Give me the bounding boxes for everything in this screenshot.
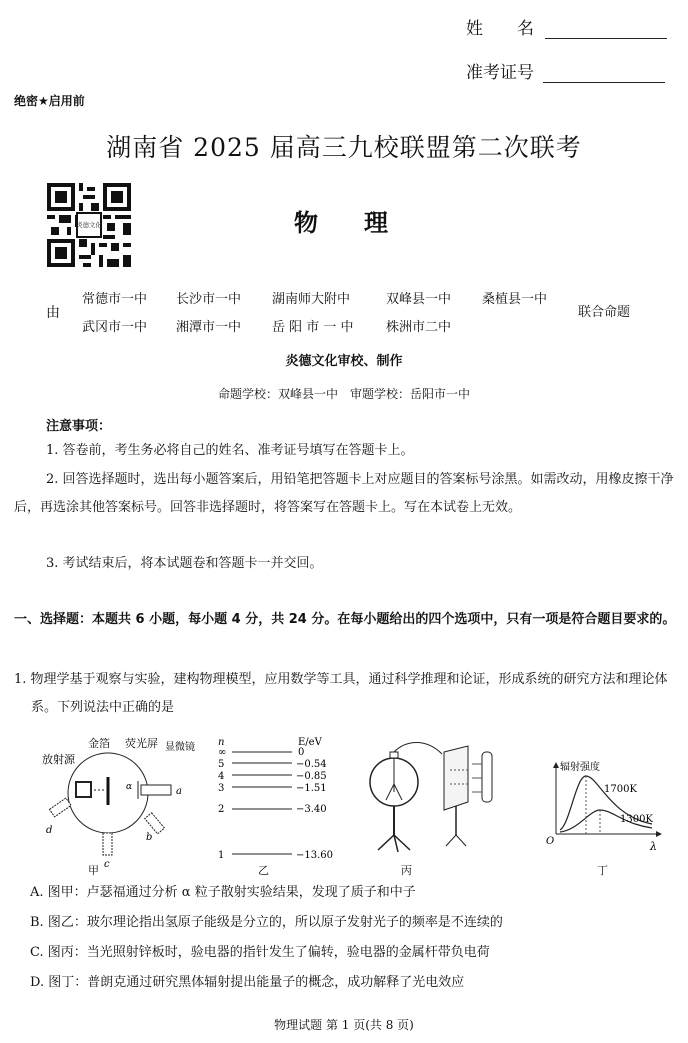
- jia-source-box: [76, 782, 91, 797]
- yi-level-n: ∞: [218, 747, 227, 758]
- jia-label-microscope: 显微镜: [165, 742, 195, 753]
- svg-text:炎德文化: 炎德文化: [76, 221, 102, 229]
- school-item: 株洲市二中: [386, 320, 452, 335]
- school-item: 湘潭市一中: [176, 320, 242, 335]
- figure-bing: [356, 740, 506, 864]
- jia-label-c: c: [104, 859, 110, 870]
- schools-prefix: 由: [46, 305, 60, 321]
- school-item: 双峰县一中: [386, 292, 452, 307]
- yi-e-header: E/eV: [298, 737, 322, 748]
- subject-title: 物理: [294, 208, 434, 237]
- caption-yi: 乙: [258, 864, 269, 877]
- ding-curve-label: 1300K: [620, 814, 653, 825]
- school-item: 桑植县一中: [482, 292, 548, 307]
- notice-heading: 注意事项：: [46, 419, 112, 434]
- name-label: 姓 名: [466, 19, 534, 39]
- notice-item-1: 1. 答卷前，考生务必将自己的姓名、准考证号填写在答题卡上。: [46, 443, 414, 458]
- yi-level-n: 1: [218, 850, 225, 861]
- yi-n-header: n: [218, 737, 225, 748]
- yi-level-n: 4: [218, 771, 225, 782]
- yi-level-e: −0.85: [296, 771, 327, 782]
- caption-jia: 甲: [88, 864, 99, 877]
- joint-proposition: 联合命题: [578, 305, 631, 320]
- school-item: 武冈市一中: [82, 320, 148, 335]
- yi-level-e: 0: [298, 747, 305, 758]
- school-item: 常德市一中: [82, 292, 148, 307]
- secret-mark: 绝密★启用前: [14, 94, 85, 108]
- bing-lamp: [482, 752, 492, 802]
- page-footer: 物理试题 第 1 页(共 8 页): [274, 1018, 414, 1032]
- exam-no-blank: [543, 62, 665, 83]
- school-item: 湖南师大附中: [272, 292, 351, 307]
- bing-zinc-plate: [444, 746, 468, 810]
- jia-label-foil: 金箔: [88, 737, 110, 750]
- option-d: D. 图丁：普朗克通过研究黑体辐射提出能量子的概念，成功解释了光电效应: [30, 975, 465, 990]
- caption-ding: 丁: [597, 864, 608, 877]
- yi-level-n: 3: [218, 783, 225, 794]
- figure-jia: [38, 733, 198, 873]
- yi-level-n: 5: [218, 759, 225, 770]
- jia-microscope: [141, 785, 171, 795]
- jia-label-screen: 荧光屏: [125, 737, 158, 750]
- yi-levels: [218, 747, 333, 861]
- notice-item-2: 2. 回答选择题时，选出每小题答案后，用铅笔把答题卡上对应题目的答案标号涂黑。如需改动，用橡皮擦干净后，再选涂其他答案标号。回答非选择题时，将答案写在答题卡上。写在本试卷上无效。: [14, 472, 674, 515]
- jia-label-source: 放射源: [42, 753, 75, 766]
- jia-label-b: b: [146, 832, 153, 843]
- name-blank: [545, 18, 667, 39]
- yi-level-e: −3.40: [296, 804, 327, 815]
- exam-no-label: 准考证号: [466, 63, 534, 83]
- yi-level-e: −13.60: [296, 850, 334, 861]
- jia-label-alpha: α: [126, 782, 133, 792]
- maker-line: 炎德文化审校、制作: [285, 354, 403, 369]
- ding-xlabel: λ: [650, 840, 657, 853]
- option-b: B. 图乙：玻尔理论指出氢原子能级是分立的，所以原子发射光子的频率是不连续的: [30, 915, 503, 930]
- exam-title: 湖南省 2025 届高三九校联盟第二次联考: [106, 133, 582, 162]
- ding-ylabel: 辐射强度: [560, 762, 600, 773]
- proposition-line: 命题学校：双峰县一中 审题学校：岳阳市一中: [217, 387, 470, 401]
- jia-label-d: d: [46, 825, 53, 836]
- ding-origin: O: [546, 836, 555, 847]
- section-heading: 一、选择题：本题共 6 小题，每小题 4 分，共 24 分。在每小题给出的四个选项中，只有一项是符合题目要求的。: [14, 612, 676, 627]
- option-a: A. 图甲：卢瑟福通过分析 α 粒子散射实验结果，发现了质子和中子: [30, 885, 416, 900]
- yi-level-n: 2: [218, 804, 225, 815]
- exam-no-field-row: [466, 58, 665, 83]
- caption-bing: 丙: [401, 864, 412, 877]
- ding-curve-label: 1700K: [604, 784, 637, 795]
- yi-level-e: −1.51: [296, 783, 327, 794]
- figure-ding: [540, 758, 675, 878]
- notice-item-3: 3. 考试结束后，将本试题卷和答题卡一并交回。: [46, 556, 323, 571]
- school-item: 长沙市一中: [176, 292, 242, 307]
- option-c: C. 图丙：当光照射锌板时，验电器的指针发生了偏转，验电器的金属杆带负电荷: [30, 945, 490, 960]
- figure-yi: [208, 733, 348, 865]
- name-field-row: [466, 14, 667, 39]
- question-1-stem: 1. 物理学基于观察与实验，建构物理模型，应用数学等工具，通过科学推理和论证，形成系统的研究方法和理论体系。下列说法中正确的是: [14, 672, 668, 715]
- school-item: 岳 阳 市 一 中: [272, 320, 354, 335]
- jia-label-alpha-pos: a: [176, 786, 182, 797]
- yi-level-e: −0.54: [296, 759, 327, 770]
